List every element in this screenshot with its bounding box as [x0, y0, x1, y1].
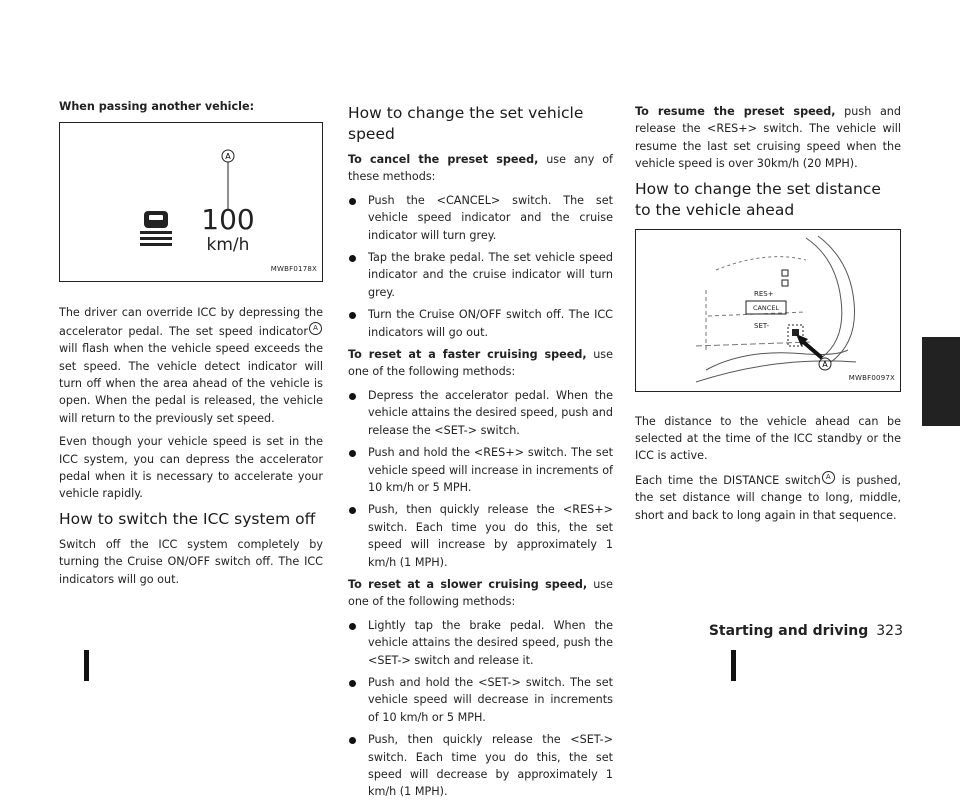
passing-heading: When passing another vehicle: — [59, 100, 255, 113]
switch-off-heading: How to switch the ICC system off — [59, 509, 316, 528]
svg-text:A: A — [822, 359, 828, 369]
distance-switch-paragraph: Each time the DISTANCE switch A is pushed, the set distance will change to long, middle, short and back to long again in that sequence. — [635, 472, 902, 522]
marker-a-icon: A — [309, 322, 322, 335]
crop-mark — [731, 650, 736, 681]
steering-switch-figure — [635, 229, 901, 392]
section-title: Starting and driving — [708, 623, 869, 639]
column-right — [635, 103, 901, 530]
distance-paragraph: The distance to the vehicle ahead can be selected at the time of the ICC standby or the ICC is active. — [635, 414, 901, 463]
accelerate-paragraph: Even though your vehicle speed is set in the ICC system, you can depress the accelerator pedal when it is necessary to accelerate your vehicle rapidly. — [59, 435, 323, 501]
speed-indicator-figure — [59, 122, 323, 282]
override-paragraph: The driver can override ICC by depressing the accelerator pedal. The set speed indicator A will flash when the vehicle speed exceeds the set speed. The vehicle detect indicator will turn off when the area ahead of the vehicle is open. When the pedal is released, the vehicle will return to the previously set speed. — [59, 306, 323, 425]
list-item: Turn the Cruise ON/OFF switch off. The ICC indicators will go out. — [348, 306, 613, 341]
slower-intro: To reset at a slower cruising speed, use one of the following methods: — [348, 577, 613, 609]
vehicle-detect-icon — [140, 211, 172, 246]
change-speed-heading: How to change the set vehicle speed — [348, 104, 584, 143]
svg-text:A: A — [225, 152, 231, 162]
list-item: Push and hold the <RES+> switch. The set vehicle speed will increase in increments of 10 km/h or 5 MPH. — [348, 444, 613, 496]
figure-code: MWBF0178X — [270, 265, 317, 273]
column-middle — [348, 103, 613, 806]
svg-text:SET-: SET- — [754, 321, 770, 330]
page-number: 323 — [876, 623, 903, 639]
list-item: Push, then quickly release the <RES+> switch. Each time you do this, the set speed will increase by approximately 1 km/h (1 MPH). — [348, 501, 613, 571]
resume-paragraph: To resume the preset speed, push and release the <RES+> switch. The vehicle will resume the last set cruising speed when the vehicle speed is over 30km/h (20 MPH). — [635, 105, 901, 171]
svg-text:CANCEL: CANCEL — [752, 303, 780, 312]
svg-text:RES+: RES+ — [754, 289, 774, 298]
switch-off-paragraph: Switch off the ICC system completely by turning the Cruise ON/OFF switch off. The ICC indicators will go out. — [59, 537, 323, 586]
faster-methods-list — [348, 387, 613, 571]
cancel-intro: To cancel the preset speed, use any of these methods: — [348, 153, 613, 184]
section-tab — [922, 337, 960, 426]
list-item: Push the <CANCEL> switch. The set vehicle speed indicator and the cruise indicator will turn grey. — [348, 192, 613, 244]
cancel-methods-list — [348, 192, 613, 341]
speed-indicator-illustration — [60, 123, 322, 281]
list-item: Depress the accelerator pedal. When the vehicle attains the desired speed, push and release the <SET-> switch. — [348, 387, 613, 439]
page-footer — [709, 623, 903, 639]
list-item: Push and hold the <SET-> switch. The set vehicle speed will decrease in increments of 10 km/h or 5 MPH. — [348, 674, 613, 726]
marker-a-icon: A — [822, 471, 835, 484]
column-left — [59, 98, 323, 594]
list-item: Lightly tap the brake pedal. When the vehicle attains the desired speed, push the <SET-> switch and release it. — [348, 617, 613, 669]
steering-wheel-illustration — [636, 230, 900, 391]
figure-code: MWBF0097X — [848, 374, 895, 383]
change-distance-heading: How to change the set distance to the vehicle ahead — [635, 179, 881, 219]
svg-text:km/h: km/h — [206, 235, 250, 256]
slower-methods-list — [348, 617, 613, 801]
crop-mark — [84, 650, 89, 681]
list-item: Tap the brake pedal. The set vehicle speed indicator and the cruise indicator will turn grey. — [348, 249, 613, 301]
faster-intro: To reset at a faster cruising speed, use one of the following methods: — [348, 348, 614, 379]
list-item: Push, then quickly release the <SET-> switch. Each time you do this, the set speed will decrease by approximately 1 km/h (1 MPH). — [348, 731, 613, 801]
svg-text:100: 100 — [201, 203, 255, 237]
